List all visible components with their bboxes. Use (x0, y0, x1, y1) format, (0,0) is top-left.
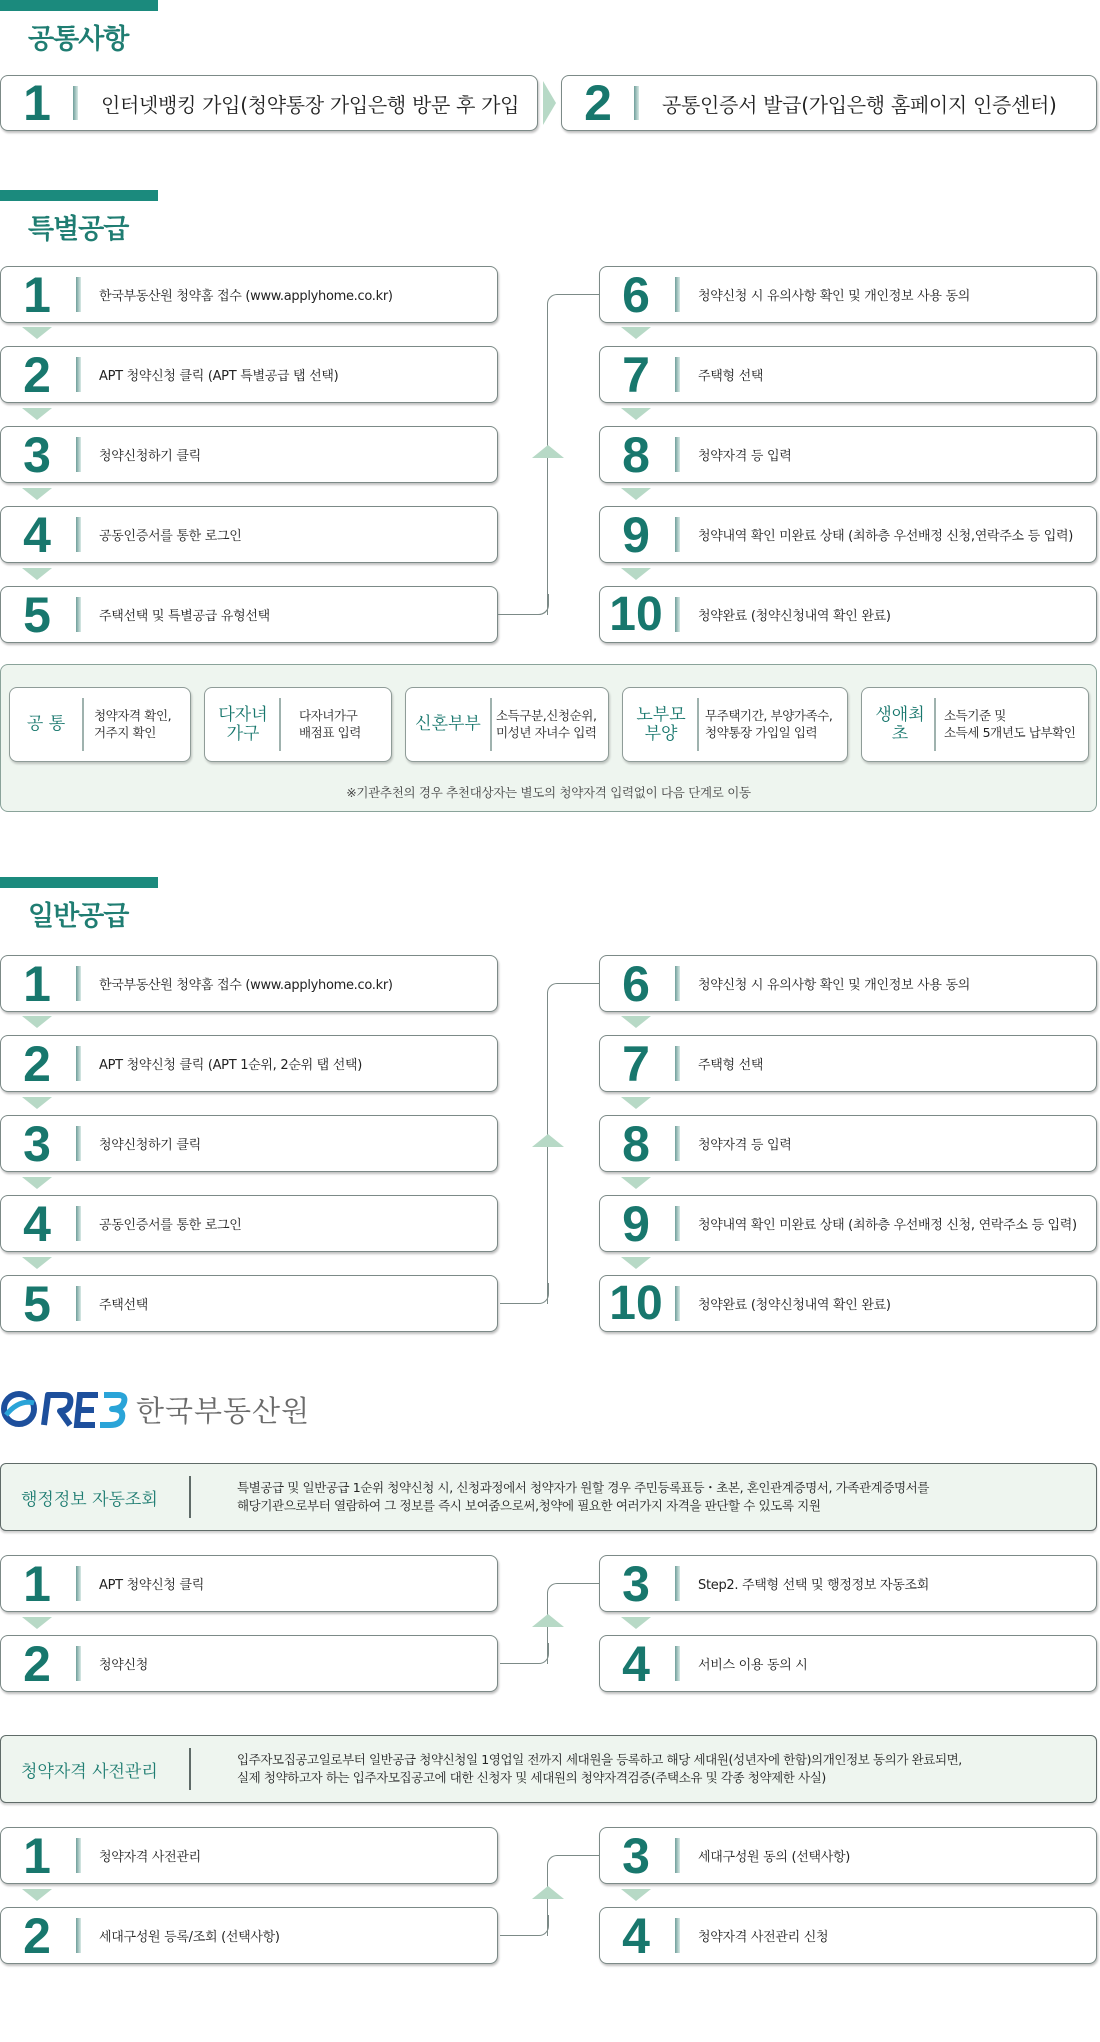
admin-step-2 (0, 1635, 498, 1692)
step-divider (76, 1046, 81, 1081)
category-first-time (861, 687, 1089, 762)
step-text: 청약신청하기 클릭 (99, 449, 201, 464)
step-number: 8 (622, 1115, 650, 1172)
step-number: 1 (23, 1827, 51, 1884)
step-number: 1 (23, 955, 51, 1012)
arrow-down-icon (621, 1016, 651, 1028)
step-divider (675, 437, 680, 472)
general-step-3 (0, 1115, 498, 1172)
category-desc: 청약자격 확인, 거주지 확인 (94, 707, 172, 740)
step-text: 공동인증서를 통한 로그인 (99, 529, 242, 544)
category-divider (697, 698, 699, 751)
category-name: 다자녀 가구 (218, 704, 268, 744)
step-text: 청약신청하기 클릭 (99, 1138, 201, 1153)
arrow-down-icon (22, 408, 52, 420)
general-step-8 (599, 1115, 1097, 1172)
special-step-6 (599, 266, 1097, 323)
special-step-5 (0, 586, 498, 643)
step-divider (76, 1286, 81, 1321)
step-text: 주택형 선택 (698, 1058, 764, 1073)
step-number: 2 (23, 1907, 51, 1964)
step-number: 2 (23, 1035, 51, 1092)
category-name: 생애최초 (875, 704, 925, 744)
arrow-up-icon (532, 1886, 564, 1899)
general-step-1 (0, 955, 498, 1012)
arrow-down-icon (621, 1617, 651, 1629)
reb-logo-name: 한국부동산원 (136, 1394, 311, 1428)
step-divider (634, 86, 639, 120)
step-text: 청약내역 확인 미완료 상태 (최하층 우선배정 신청,연락주소 등 입력) (698, 529, 1074, 544)
info-divider (189, 1748, 191, 1790)
section-title-special: 특별공급 (28, 214, 129, 245)
step-text: 청약완료 (청약신청내역 확인 완료) (698, 1298, 891, 1313)
arrow-down-icon (621, 568, 651, 580)
section-bar-general (0, 877, 158, 888)
general-step-6 (599, 955, 1097, 1012)
admin-step-1 (0, 1555, 498, 1612)
step-divider (675, 1918, 680, 1953)
step-divider (76, 1126, 81, 1161)
step-number: 10 (609, 588, 663, 641)
general-step-7 (599, 1035, 1097, 1092)
admin-desc: 특별공급 및 일반공급 1순위 청약신청 시, 신청과정에서 청약자가 원할 경우 주민등록표등・초본, 혼인관계증명서, 가족관계증명서를 해당기관으로부터 열람하여 그 정보를 즉시 보여줌으로써,청약에 필요한 여러가지 자격을 판단할 수 있도록 지원 (237, 1479, 930, 1513)
step-number: 9 (622, 1195, 650, 1252)
admin-step-3 (599, 1555, 1097, 1612)
arrow-down-icon (621, 1177, 651, 1189)
step-divider (76, 966, 81, 1001)
step-text: 서비스 이용 동의 시 (698, 1658, 808, 1673)
step-number: 8 (622, 426, 650, 483)
step-divider (675, 1566, 680, 1601)
step-divider (675, 1126, 680, 1161)
general-step-2 (0, 1035, 498, 1092)
step-number: 2 (23, 346, 51, 403)
step-text: 세대구성원 동의 (선택사항) (698, 1850, 851, 1865)
step-divider (675, 517, 680, 552)
step-divider (76, 1918, 81, 1953)
step-text: 청약자격 사전관리 (99, 1850, 201, 1865)
step-number: 4 (23, 1195, 51, 1252)
arrow-down-icon (621, 488, 651, 500)
step-number: 3 (23, 426, 51, 483)
special-step-3 (0, 426, 498, 483)
arrow-down-icon (22, 1889, 52, 1901)
arrow-down-icon (22, 1257, 52, 1269)
category-divider (490, 698, 492, 751)
category-name: 신혼부부 (415, 714, 481, 735)
step-number: 3 (622, 1827, 650, 1884)
step-divider (76, 1646, 81, 1681)
step-number: 1 (23, 266, 51, 323)
special-step-4 (0, 506, 498, 563)
step-text: APT 청약신청 클릭 (APT 1순위, 2순위 탭 선택) (99, 1058, 363, 1073)
special-step-8 (599, 426, 1097, 483)
reb-logo-icon (0, 1385, 130, 1435)
category-newlywed (405, 687, 609, 762)
step-divider (76, 597, 81, 632)
section-bar-special (0, 190, 158, 201)
arrow-down-icon (22, 1617, 52, 1629)
arrow-down-icon (621, 1889, 651, 1901)
step-divider (675, 1286, 680, 1321)
arrow-up-icon (532, 1614, 564, 1627)
connector-line (500, 1643, 549, 1664)
step-text: 주택선택 (99, 1298, 149, 1313)
precheck-title: 청약자격 사전관리 (21, 1761, 158, 1782)
admin-title: 행정정보 자동조회 (21, 1489, 158, 1510)
general-step-4 (0, 1195, 498, 1252)
step-number: 6 (622, 955, 650, 1012)
step-text: 공통인증서 발급(가입은행 홈페이지 인증센터) (662, 92, 1057, 117)
info-divider (189, 1476, 191, 1518)
step-text: APT 청약신청 클릭 (APT 특별공급 탭 선택) (99, 369, 339, 384)
step-divider (76, 517, 81, 552)
step-number: 5 (23, 586, 51, 643)
connector-line (500, 1283, 549, 1304)
connector-line (500, 1915, 549, 1936)
category-divider (279, 698, 281, 751)
category-desc: 소득기준 및 소득세 5개년도 납부확인 (944, 707, 1076, 740)
step-text: Step2. 주택형 선택 및 행정정보 자동조회 (698, 1578, 929, 1593)
step-number: 4 (23, 506, 51, 563)
step-text: 주택선택 및 특별공급 유형선택 (99, 609, 270, 624)
arrow-down-icon (621, 1097, 651, 1109)
admin-info-box (0, 1463, 1097, 1531)
step-number: 3 (622, 1555, 650, 1612)
section-title-common: 공통사항 (28, 24, 129, 55)
common-step-2 (561, 75, 1097, 131)
precheck-desc: 입주자모집공고일로부터 일반공급 청약신청일 1영업일 전까지 세대원을 등록하고 해당 세대원(성년자에 한함)의개인정보 동의가 완료되면, 실제 청약하고자 하는 입주자모집공고에 대한 신청자 및 세대원의 청약자격검증(주택소유 및 각종 청약제한 사실) (237, 1751, 962, 1785)
precheck-step-1 (0, 1827, 498, 1884)
general-step-9 (599, 1195, 1097, 1252)
step-text: 인터넷뱅킹 가입(청약통장 가입은행 방문 후 가입 (101, 92, 520, 117)
general-step-10 (599, 1275, 1097, 1332)
common-step-1 (0, 75, 538, 131)
category-divider (82, 698, 84, 751)
step-number: 1 (23, 75, 51, 131)
special-step-10 (599, 586, 1097, 643)
arrow-down-icon (22, 1097, 52, 1109)
step-text: APT 청약신청 클릭 (99, 1578, 204, 1593)
step-text: 청약신청 (99, 1658, 149, 1673)
step-text: 청약내역 확인 미완료 상태 (최하층 우선배정 신청, 연락주소 등 입력) (698, 1218, 1077, 1233)
category-common (9, 687, 191, 762)
category-desc: 다자녀가구 배점표 입력 (299, 707, 361, 740)
step-divider (76, 1838, 81, 1873)
special-step-7 (599, 346, 1097, 403)
step-number: 7 (622, 1035, 650, 1092)
step-number: 7 (622, 346, 650, 403)
precheck-info-box (0, 1735, 1097, 1803)
step-divider (675, 277, 680, 312)
step-divider (76, 1566, 81, 1601)
arrow-down-icon (22, 488, 52, 500)
category-desc: 소득구분,신청순위, 미성년 자녀수 입력 (496, 707, 597, 740)
step-number: 6 (622, 266, 650, 323)
step-divider (76, 357, 81, 392)
reb-logo (0, 1385, 340, 1435)
section-bar-common (0, 0, 158, 11)
general-step-5 (0, 1275, 498, 1332)
arrow-down-icon (22, 327, 52, 339)
step-text: 한국부동산원 청약홈 접수 (www.applyhome.co.kr) (99, 978, 393, 993)
step-text: 청약자격 등 입력 (698, 449, 792, 464)
connector-line (500, 594, 549, 615)
step-divider (675, 357, 680, 392)
step-number: 4 (622, 1907, 650, 1964)
special-step-1 (0, 266, 498, 323)
category-elderly-parents (622, 687, 848, 762)
section-title-general: 일반공급 (28, 901, 129, 932)
arrow-down-icon (22, 1016, 52, 1028)
step-number: 4 (622, 1635, 650, 1692)
step-number: 1 (23, 1555, 51, 1612)
precheck-step-4 (599, 1907, 1097, 1964)
step-divider (675, 1046, 680, 1081)
step-text: 한국부동산원 청약홈 접수 (www.applyhome.co.kr) (99, 289, 393, 304)
special-category-panel (0, 664, 1097, 812)
step-number: 10 (609, 1277, 663, 1330)
admin-step-4 (599, 1635, 1097, 1692)
step-number: 5 (23, 1275, 51, 1332)
step-text: 세대구성원 등록/조회 (선택사항) (99, 1930, 280, 1945)
step-divider (76, 277, 81, 312)
step-number: 2 (23, 1635, 51, 1692)
arrow-down-icon (22, 568, 52, 580)
step-number: 9 (622, 506, 650, 563)
step-text: 청약신청 시 유의사항 확인 및 개인정보 사용 동의 (698, 978, 970, 993)
step-text: 공동인증서를 통한 로그인 (99, 1218, 242, 1233)
category-multichild (204, 687, 392, 762)
arrow-down-icon (621, 327, 651, 339)
arrow-up-icon (532, 1134, 564, 1147)
arrow-right-icon (543, 81, 556, 125)
step-text: 청약자격 등 입력 (698, 1138, 792, 1153)
category-desc: 무주택기간, 부양가족수, 청약통장 가입일 입력 (705, 707, 833, 740)
step-text: 청약신청 시 유의사항 확인 및 개인정보 사용 동의 (698, 289, 970, 304)
step-divider (73, 86, 78, 120)
category-note: ※기관추천의 경우 추천대상자는 별도의 청약자격 입력없이 다음 단계로 이동 (346, 785, 751, 800)
arrow-down-icon (621, 1257, 651, 1269)
step-text: 주택형 선택 (698, 369, 764, 384)
category-name: 공 통 (26, 714, 66, 735)
arrow-down-icon (621, 408, 651, 420)
precheck-step-2 (0, 1907, 498, 1964)
arrow-up-icon (532, 445, 564, 458)
arrow-down-icon (22, 1177, 52, 1189)
step-divider (76, 437, 81, 472)
step-divider (675, 1206, 680, 1241)
step-divider (675, 1838, 680, 1873)
category-divider (934, 698, 936, 751)
step-text: 청약완료 (청약신청내역 확인 완료) (698, 609, 891, 624)
step-divider (675, 1646, 680, 1681)
category-name: 노부모 부양 (636, 704, 686, 744)
step-number: 2 (584, 75, 612, 131)
step-number: 3 (23, 1115, 51, 1172)
special-step-2 (0, 346, 498, 403)
step-text: 청약자격 사전관리 신청 (698, 1930, 829, 1945)
special-step-9 (599, 506, 1097, 563)
step-divider (76, 1206, 81, 1241)
step-divider (675, 597, 680, 632)
precheck-step-3 (599, 1827, 1097, 1884)
step-divider (675, 966, 680, 1001)
